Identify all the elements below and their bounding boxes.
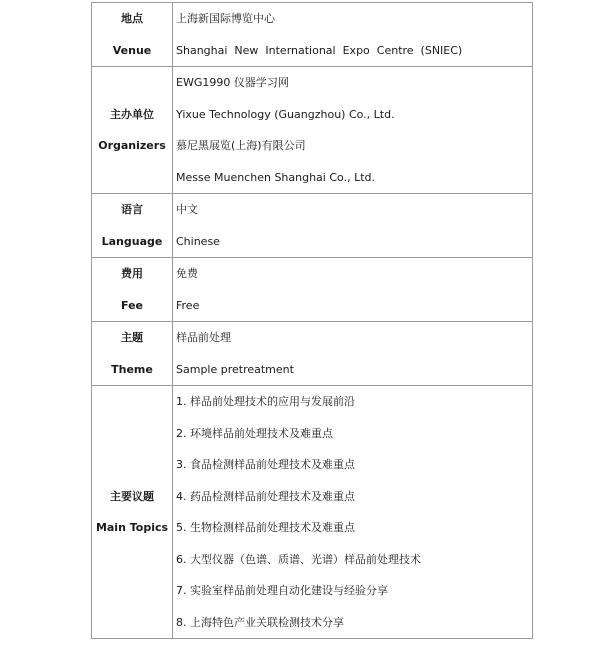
value-line: Shanghai New International Expo Centre (SNIEC) (176, 43, 463, 57)
value-line: 中文 (176, 203, 198, 216)
table-row-organizers (92, 67, 533, 194)
topic-item: 8. 上海特色产业关联检测技术分享 (176, 615, 344, 629)
value-line: 上海新国际博览中心 (176, 12, 275, 25)
topic-item: 2. 环境样品前处理技术及难重点 (176, 426, 333, 440)
label-cell-venue (92, 3, 173, 67)
label-cn: 费用 (121, 267, 143, 280)
value-cell-venue (173, 3, 533, 67)
topic-item: 5. 生物检测样品前处理技术及难重点 (176, 521, 355, 534)
value-line: Yixue Technology (Guangzhou) Co., Ltd. (176, 107, 395, 121)
value-cell-language (173, 194, 533, 258)
value-line: 慕尼黑展览(上海)有限公司 (176, 139, 306, 152)
value-line: 免费 (176, 267, 198, 280)
label-en: Main Topics (95, 521, 169, 534)
value-cell-fee (173, 258, 533, 322)
label-cn: 主题 (121, 331, 143, 344)
label-cell-theme (92, 322, 173, 386)
table-row-theme (92, 322, 533, 386)
value-line: 样品前处理 (176, 331, 231, 344)
label-cell-language (92, 194, 173, 258)
value-line: Chinese (176, 234, 220, 248)
topic-item: 4. 药品检测样品前处理技术及难重点 (176, 489, 355, 503)
label-cn: 地点 (121, 12, 143, 25)
table-row-main-topics (92, 386, 533, 639)
label-en: Language (101, 234, 163, 248)
table-row-language (92, 194, 533, 258)
table-row-fee (92, 258, 533, 322)
label-en: Theme (111, 362, 153, 376)
value-line: Messe Muenchen Shanghai Co., Ltd. (176, 170, 375, 184)
label-cell-main-topics (92, 386, 173, 639)
value-cell-theme (173, 322, 533, 386)
label-en: Fee (121, 298, 143, 312)
label-cell-organizers (92, 67, 173, 194)
topic-item: 7. 实验室样品前处理自动化建设与经验分享 (176, 584, 388, 597)
value-line: EWG1990 仪器学习网 (176, 76, 289, 89)
label-cell-fee (92, 258, 173, 322)
value-cell-main-topics (173, 386, 533, 639)
topic-item: 3. 食品检测样品前处理技术及难重点 (176, 458, 355, 471)
label-cn: 主办单位 (110, 107, 154, 121)
topic-item: 1. 样品前处理技术的应用与发展前沿 (176, 395, 355, 408)
value-line: Free (176, 298, 200, 312)
label-cn: 主要议题 (110, 489, 154, 503)
label-cn: 语言 (121, 203, 143, 216)
value-cell-organizers (173, 67, 533, 194)
topic-item: 6. 大型仪器（色谱、质谱、光谱）样品前处理技术 (176, 552, 421, 566)
label-en: Venue (112, 43, 152, 57)
event-info-table (91, 2, 533, 639)
value-line: Sample pretreatment (176, 362, 294, 376)
table-row-venue (92, 3, 533, 67)
label-en: Organizers (98, 139, 166, 152)
